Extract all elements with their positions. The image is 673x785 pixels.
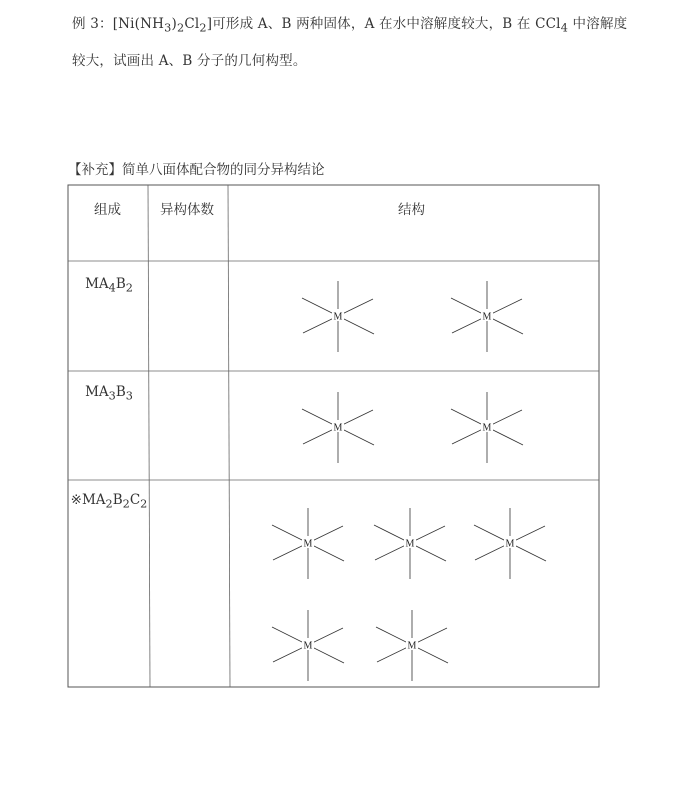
header-isomer-count: 异构体数	[160, 202, 214, 218]
row-label-ma4b2: $MA_4B_2$	[85, 276, 133, 295]
column-divider-2	[228, 185, 230, 687]
metal-center-label: M	[405, 538, 415, 550]
column-divider-1	[148, 185, 150, 687]
octahedron-skeleton	[376, 610, 448, 681]
row-label-ma3b3: $MA_3B_3$	[85, 384, 133, 403]
octahedron-skeleton	[451, 281, 523, 352]
example-question-line-2: 较大，试画出 A、B 分子的几何构型。	[72, 53, 307, 69]
header-composition: 组成	[94, 202, 121, 218]
example-question-line-1: 例 3：$[Ni(NH_3)_2Cl_2]$可形成 A、B 两种固体，A 在水中溶解度较大，B 在 CCl$_4$ 中溶解度	[72, 16, 628, 35]
table-border	[68, 185, 599, 687]
metal-center-label: M	[482, 422, 492, 434]
metal-center-label: M	[482, 311, 492, 323]
metal-center-label: M	[407, 640, 417, 652]
metal-center-label: M	[505, 538, 515, 550]
octahedron-skeleton	[474, 508, 546, 579]
metal-center-label: M	[333, 311, 343, 323]
header-structure: 结构	[398, 202, 425, 218]
octahedron-skeleton	[374, 508, 446, 579]
row-label-ma2b2c2: $※MA_2B_2C_2$	[70, 492, 148, 511]
octahedron-skeleton	[272, 508, 344, 579]
isomer-count-cell-1	[152, 266, 226, 366]
supplement-title: 【补充】简单八面体配合物的同分异构结论	[68, 162, 325, 178]
octahedron-skeleton	[451, 392, 523, 463]
isomer-count-cell-2	[152, 376, 226, 476]
isomer-count-cell-3	[152, 485, 226, 680]
metal-center-label: M	[303, 538, 313, 550]
octahedron-skeleton	[302, 281, 374, 352]
metal-center-label: M	[303, 640, 313, 652]
octahedron-skeleton	[272, 610, 344, 681]
octahedron-skeleton	[302, 392, 374, 463]
metal-center-label: M	[333, 422, 343, 434]
